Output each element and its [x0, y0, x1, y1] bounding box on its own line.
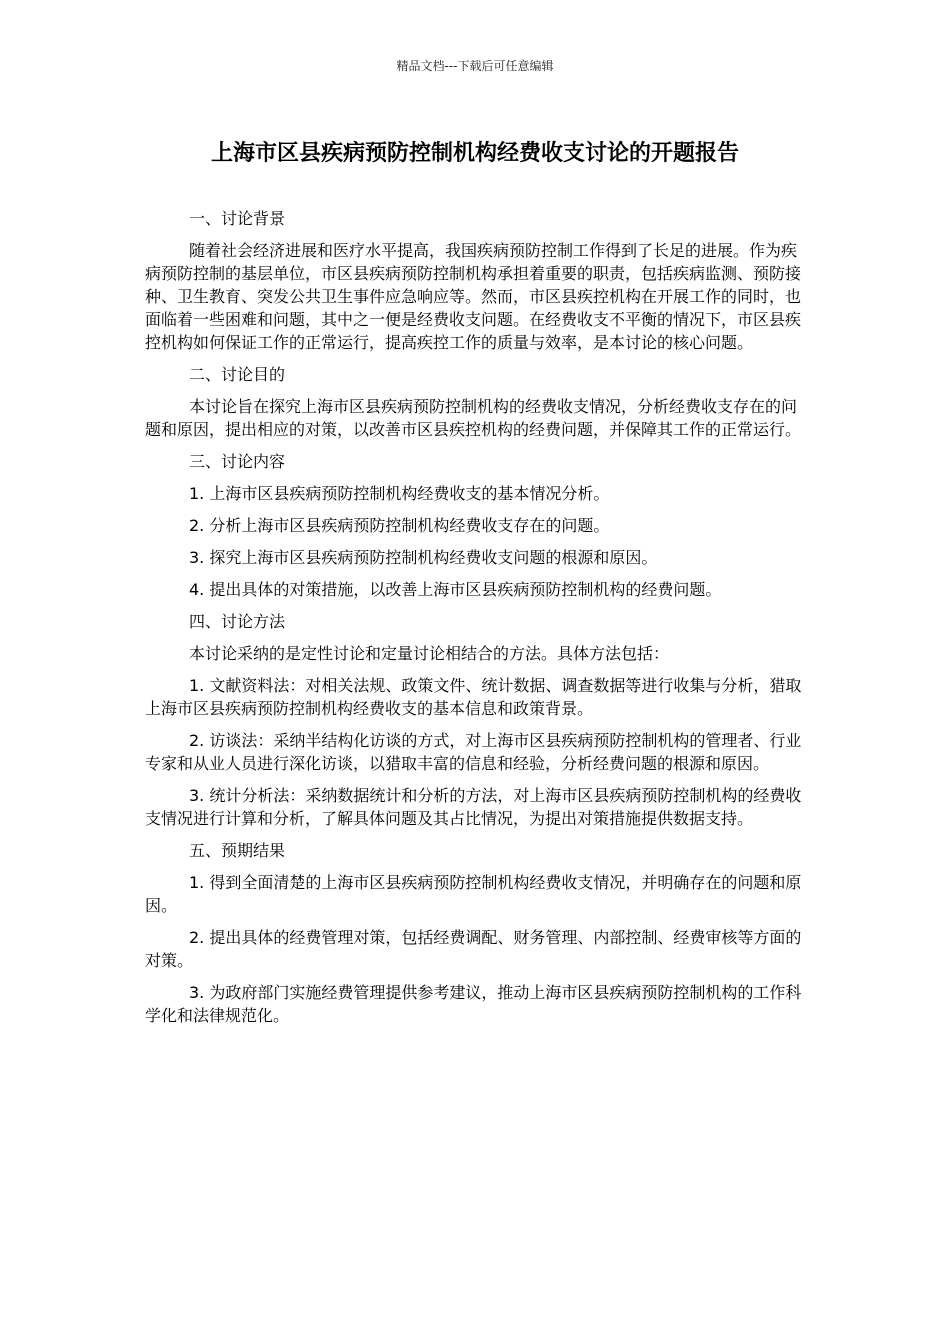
section-heading-purpose: 二、讨论目的	[189, 365, 286, 384]
content-item: 3. 探究上海市区县疾病预防控制机构经费收支问题的根源和原因。	[189, 548, 658, 567]
content-item: 2. 分析上海市区县疾病预防控制机构经费收支存在的问题。	[189, 516, 610, 535]
section-heading-expected-results: 五、预期结果	[189, 841, 286, 860]
method-item: 3. 统计分析法：采纳数据统计和分析的方法，对上海市区县疾病预防控制机构的经费收支情况进行计算和分析，了解具体问题及其占比情况，为提出对策措施提供数据支持。	[145, 786, 802, 828]
section-heading-background: 一、讨论背景	[189, 209, 286, 228]
section-heading-content: 三、讨论内容	[189, 452, 286, 471]
method-item: 2. 访谈法：采纳半结构化访谈的方式，对上海市区县疾病预防控制机构的管理者、行业专家和从业人员进行深化访谈，以猎取丰富的信息和经验，分析经费问题的根源和原因。	[145, 731, 802, 773]
section-heading-methods: 四、讨论方法	[189, 612, 286, 631]
method-item: 1. 文献资料法：对相关法规、政策文件、统计数据、调查数据等进行收集与分析，猎取上海市区县疾病预防控制机构经费收支的基本信息和政策背景。	[145, 676, 802, 718]
paragraph-purpose: 本讨论旨在探究上海市区县疾病预防控制机构的经费收支情况，分析经费收支存在的问题和原因，提出相应的对策，以改善市区县疾控机构的经费问题，并保障其工作的正常运行。	[145, 397, 802, 439]
paragraph-methods-intro: 本讨论采纳的是定性讨论和定量讨论相结合的方法。具体方法包括：	[189, 644, 670, 663]
content-item: 1. 上海市区县疾病预防控制机构经费收支的基本情况分析。	[189, 484, 610, 503]
document-title: 上海市区县疾病预防控制机构经费收支讨论的开题报告	[210, 141, 739, 166]
paragraph-background: 随着社会经济进展和医疗水平提高，我国疾病预防控制工作得到了长足的进展。作为疾病预防控制的基层单位，市区县疾病预防控制机构承担着重要的职责，包括疾病监测、预防接种、卫生教育、突发公共卫生事件应急响应等。然而，市区县疾控机构在开展工作的同时，也面临着一些困难和问题，其中之一便是经费收支问题。在经费收支不平衡的情况下，市区县疾控机构如何保证工作的正常运行，提高疾控工作的质量与效率，是本讨论的核心问题。	[145, 241, 802, 352]
result-item: 1. 得到全面清楚的上海市区县疾病预防控制机构经费收支情况，并明确存在的问题和原因。	[145, 873, 802, 915]
result-item: 2. 提出具体的经费管理对策，包括经费调配、财务管理、内部控制、经费审核等方面的对策。	[145, 928, 802, 970]
header-note: 精品文档---下载后可任意编辑	[396, 59, 554, 73]
result-item: 3. 为政府部门实施经费管理提供参考建议，推动上海市区县疾病预防控制机构的工作科学化和法律规范化。	[145, 983, 802, 1025]
document-body	[145, 207, 807, 1036]
content-item: 4. 提出具体的对策措施，以改善上海市区县疾病预防控制机构的经费问题。	[189, 580, 722, 599]
